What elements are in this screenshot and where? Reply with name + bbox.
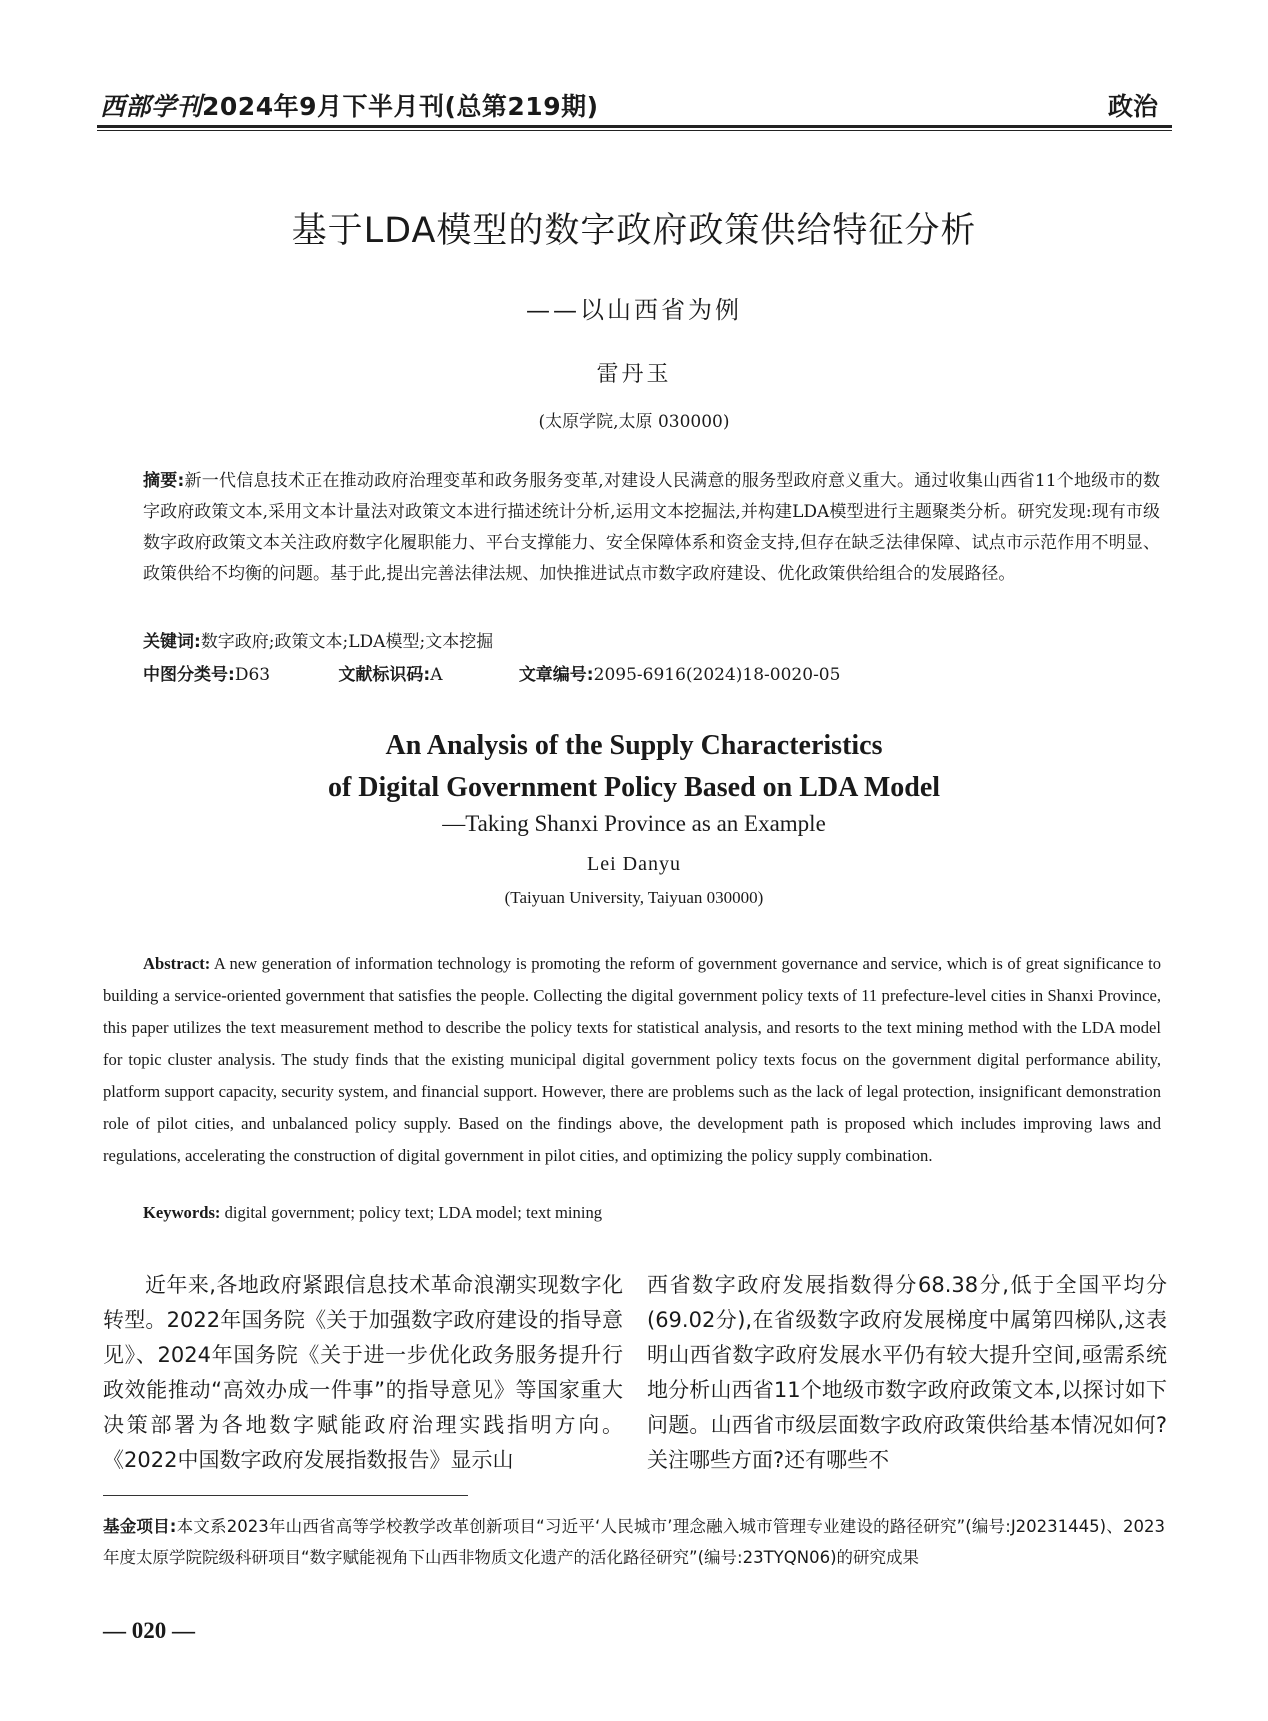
body-paragraph: 近年来,各地政府紧跟信息技术革命浪潮实现数字化转型。2022年国务院《关于加强数字政府建设的指导意见》、2024年国务院《关于进一步优化政务服务提升行政效能推动“高效办成一件事”的指导意见》等国家重大决策部署为各地数字赋能政府治理实践指明方向。《2022中国数字政府发展指数报告》显示山	[103, 1273, 623, 1472]
footnote-funding	[103, 1511, 1165, 1573]
journal-logo: 西部学刊	[100, 92, 203, 121]
header-rule-thin	[97, 130, 1172, 131]
title-en-line2: of Digital Government Policy Based on LDA Model	[327, 772, 941, 803]
body-column-right	[647, 1268, 1167, 1478]
header-rule	[97, 125, 1172, 128]
article-label: 文章编号:	[518, 665, 594, 685]
journal-header	[100, 87, 599, 123]
clc-value: D63	[234, 665, 271, 685]
keywords-cn-text: 数字政府;政策文本;LDA模型;文本挖掘	[200, 632, 494, 652]
clc-code	[143, 660, 333, 685]
abstract-chinese	[143, 466, 1160, 590]
abstract-en-text: A new generation of information technology is promoting the reform of government governance and service, which is of great significance to building a service-oriented government that satisfies the people. Collecting the digital government policy texts of 11 prefecture-level cities in Shanxi Province, this paper utilizes the text measurement method to describe the policy texts for statistical analysis, and resorts to the text mining method with the LDA model for topic cluster analysis. The study finds that the existing municipal digital government policy texts focus on the government digital performance ability, platform support capacity, security system, and financial support. However, there are problems such as the lack of legal protection, insignificant demonstration role of pilot cities, and unbalanced policy supply. Based on the findings above, the development path is proposed which includes improving laws and regulations, accelerating the construction of digital government in pilot cities, and optimizing the policy supply combination.	[103, 954, 1162, 1165]
issue-info: 2024年9月下半月刊(总第219期)	[202, 92, 599, 121]
author-chinese: 雷丹玉	[596, 362, 672, 387]
body-column-left	[103, 1268, 623, 1478]
author-english: Lei Danyu	[587, 853, 681, 875]
keywords-chinese	[143, 627, 493, 652]
abstract-cn-label: 摘要:	[143, 471, 185, 491]
article-value: 2095-6916(2024)18-0020-05	[593, 665, 841, 685]
doc-code	[338, 660, 513, 685]
abstract-english	[103, 948, 1161, 1172]
classification-row	[143, 660, 1160, 685]
page-number: — 020 —	[103, 1618, 195, 1643]
keywords-en-text: digital government; policy text; LDA model; text mining	[224, 1203, 603, 1222]
keywords-en-label: Keywords:	[143, 1203, 221, 1222]
affiliation-english: (Taiyuan University, Taiyuan 030000)	[504, 888, 764, 907]
title-english	[0, 725, 1268, 809]
keywords-english	[143, 1203, 602, 1223]
title-chinese: 基于LDA模型的数字政府政策供给特征分析	[291, 211, 977, 251]
abstract-cn-text: 新一代信息技术正在推动政府治理变革和政务服务变革,对建设人民满意的服务型政府意义重大。通过收集山西省11个地级市的数字政府政策文本,采用文本计量法对政策文本进行描述统计分析,运用文本挖掘法,并构建LDA模型进行主题聚类分析。研究发现:现有市级数字政府政策文本关注政府数字化履职能力、平台支撑能力、安全保障体系和资金支持,但存在缺乏法律保障、试点市示范作用不明显、政策供给不均衡的问题。基于此,提出完善法律法规、加快推进试点市数字政府建设、优化政策供给组合的发展路径。	[143, 471, 1160, 584]
footnote-rule	[103, 1495, 468, 1496]
clc-label: 中图分类号:	[143, 665, 235, 685]
body-paragraph-continued: 西省数字政府发展指数得分68.38分,低于全国平均分(69.02分),在省级数字政府发展梯度中属第四梯队,这表明山西省数字政府发展水平仍有较大提升空间,亟需系统地分析山西省11个地级市数字政府政策文本,以探讨如下问题。山西省市级层面数字政府政策供给基本情况如何?关注哪些方面?还有哪些不	[647, 1273, 1167, 1472]
keywords-cn-label: 关键词:	[143, 632, 201, 652]
doc-value: A	[430, 665, 443, 685]
abstract-en-label: Abstract:	[143, 954, 211, 973]
section-label: 政治	[1107, 92, 1158, 121]
doc-label: 文献标识码:	[338, 665, 431, 685]
subtitle-chinese: ——以山西省为例	[526, 296, 742, 324]
footnote-label: 基金项目:	[103, 1517, 177, 1536]
title-en-line1: An Analysis of the Supply Characteristics	[385, 730, 883, 761]
subtitle-english: —Taking Shanxi Province as an Example	[442, 811, 826, 836]
footnote-text: 本文系2023年山西省高等学校教学改革创新项目“习近平‘人民城市’理念融入城市管理专业建设的路径研究”(编号:J20231445)、2023年度太原学院院级科研项目“数字赋能视角下山西非物质文化遗产的活化路径研究”(编号:23TYQN06)的研究成果	[103, 1517, 1165, 1567]
affiliation-chinese: (太原学院,太原 030000)	[538, 412, 730, 432]
article-number	[519, 660, 841, 685]
